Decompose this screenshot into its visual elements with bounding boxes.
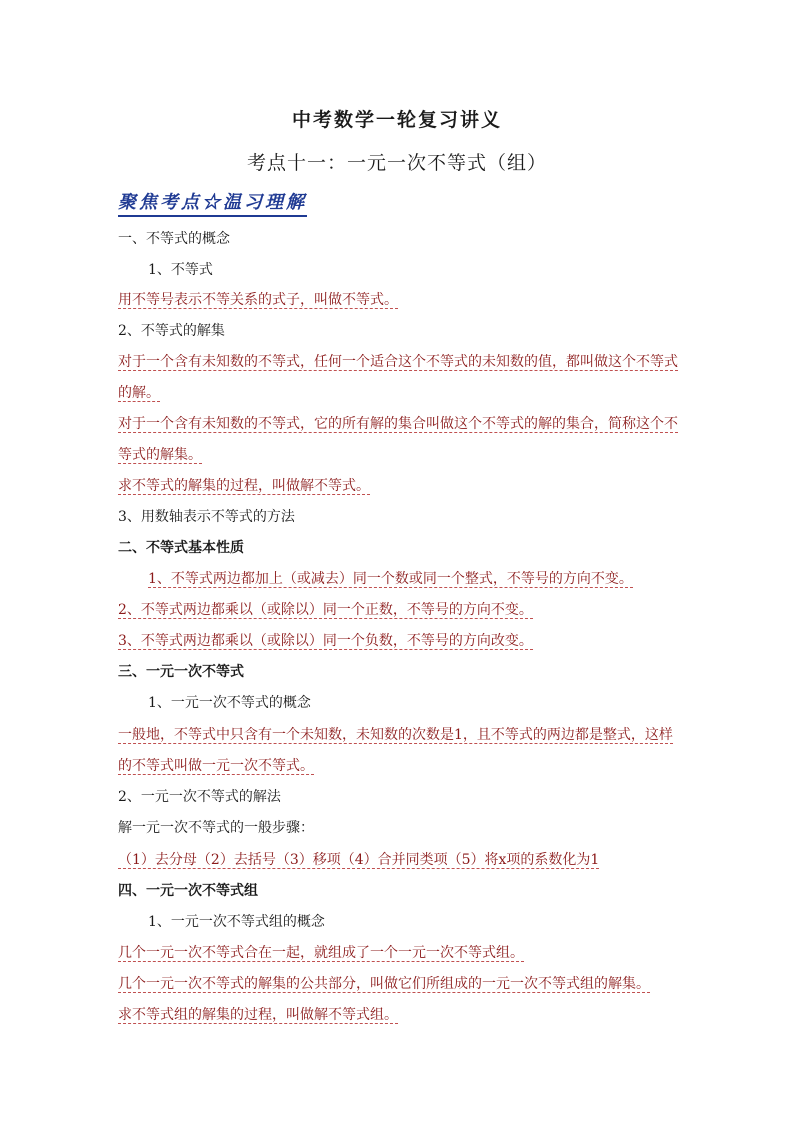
definition-line: 等式的解集。 (118, 447, 202, 463)
subheading-solution-set: 2、不等式的解集 (118, 323, 225, 339)
definition-line: 几个一元一次不等式的解集的公共部分，叫做它们所组成的一元一次不等式组的解集。 (118, 976, 650, 992)
definition-line: 求不等式的解集的过程，叫做解不等式。 (118, 478, 370, 494)
definition-line: 的不等式叫做一元一次不等式。 (118, 758, 314, 774)
definition-line: 的解。 (118, 385, 160, 401)
subheading-inequality: 1、不等式 (148, 262, 213, 278)
section-banner: 聚焦考点☆温习理解 (118, 188, 307, 217)
property-line: 2、不等式两边都乘以（或除以）同一个正数，不等号的方向不变。 (118, 602, 533, 618)
property-line: 3、不等式两边都乘以（或除以）同一个负数，不等号的方向改变。 (118, 633, 533, 649)
definition-line: 对于一个含有未知数的不等式，任何一个适合这个不等式的未知数的值，都叫做这个不等式 (118, 354, 678, 370)
heading-linear-inequality: 三、一元一次不等式 (118, 664, 244, 680)
definition-line: 求不等式组的解集的过程，叫做解不等式组。 (118, 1007, 398, 1023)
definition-line: 用不等号表示不等关系的式子，叫做不等式。 (118, 292, 398, 308)
steps-intro: 解一元一次不等式的一般步骤： (118, 820, 314, 836)
heading-inequality-concept: 一、不等式的概念 (118, 231, 230, 247)
subheading-solving-method: 2、一元一次不等式的解法 (118, 789, 281, 805)
definition-line: 对于一个含有未知数的不等式，它的所有解的集合叫做这个不等式的解的集合，简称这个不 (118, 416, 678, 432)
heading-inequality-system: 四、一元一次不等式组 (118, 883, 258, 899)
definition-line: 一般地，不等式中只含有一个未知数，未知数的次数是1，且不等式的两边都是整式，这样 (118, 727, 673, 743)
subheading-linear-concept: 1、一元一次不等式的概念 (148, 695, 311, 711)
subheading-number-line: 3、用数轴表示不等式的方法 (118, 509, 295, 525)
document-title: 中考数学一轮复习讲义 (291, 109, 502, 131)
heading-basic-properties: 二、不等式基本性质 (118, 540, 244, 556)
definition-line: 几个一元一次不等式合在一起，就组成了一个一元一次不等式组。 (118, 945, 524, 961)
steps-line: （1）去分母（2）去括号（3）移项（4）合并同类项（5）将x项的系数化为1 (118, 852, 600, 868)
document-subtitle: 考点十一：一元一次不等式（组） (246, 152, 547, 174)
property-line: 1、不等式两边都加上（或减去）同一个数或同一个整式，不等号的方向不变。 (148, 571, 633, 587)
subheading-system-concept: 1、一元一次不等式组的概念 (148, 914, 325, 930)
